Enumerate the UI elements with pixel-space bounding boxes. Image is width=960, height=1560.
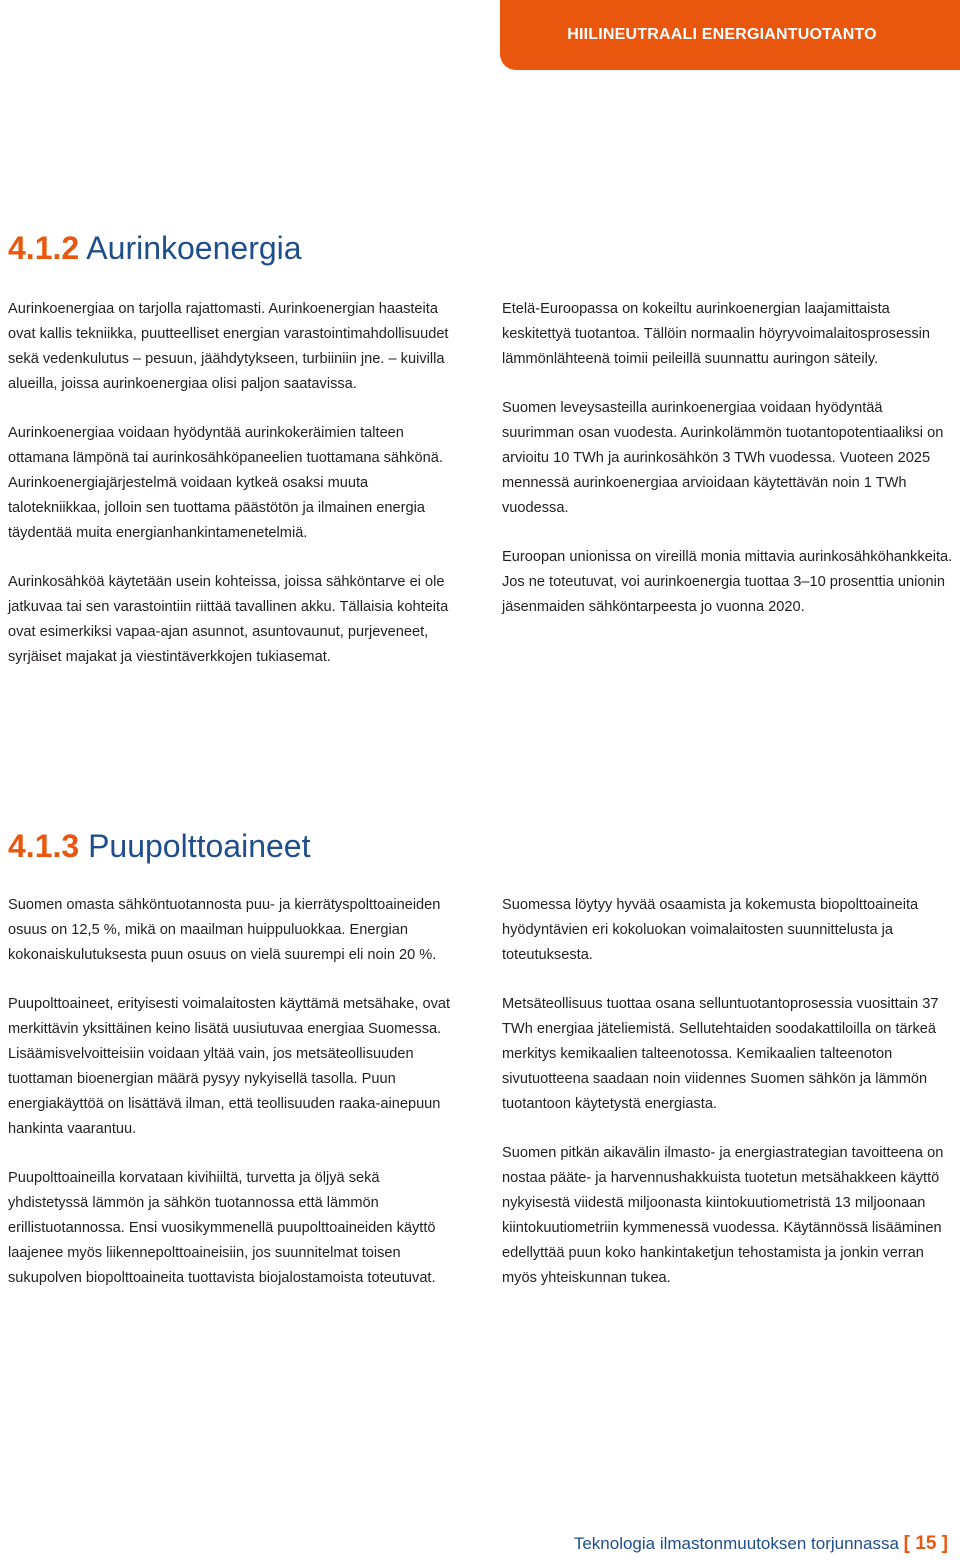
page-footer — [574, 1533, 948, 1555]
paragraph: Suomen pitkän aikavälin ilmasto- ja energiastrategian tavoitteena on nostaa pääte- ja harvennushakkuista tuotetun metsähakkeen käyttö nykyisestä viidestä miljoonasta kiintokuutiometristä 13 miljoonaan kiintokuutiometriin kymmenessä vuodessa. Käytännössä lisääminen edellyttää puun koko hankintaketjun tehostamista ja jonkin verran myös yhteiskunnan tukea. — [502, 1145, 944, 1286]
paragraph: Puupolttoaineet, erityisesti voimalaitosten käyttämä metsähake, ovat merkittävin yksittäinen keino lisätä uusiutuvaa energiaa Suomessa. Lisäämisvelvoitteisiin voidaan yltää vain, jos metsäteollisuuden tuottaman bioenergian määrä pysyy nykyisellä tasolla. Puun energiakäyttöä on lisättävä ilman, että teollisuuden raaka-ainepuun hankinta vaarantuu. — [8, 996, 451, 1137]
paragraph: Aurinkoenergiaa voidaan hyödyntää aurinkokeräimien talteen ottamana lämpönä tai aurinkosähköpaneelien tuottamana sähkönä. Aurinkoenergiajärjestelmä voidaan kytkeä osaksi muuta talotekniikkaa, jolloin sen tuottama päästötön ja ilmainen energia täydentää muita energianhankintamenetelmiä. — [8, 425, 443, 541]
paragraph: Puupolttoaineilla korvataan kivihiiltä, turvetta ja öljyä sekä yhdistetyssä lämmön ja sähkön tuotannossa että lämmön erillistuotannossa. Ensi vuosikymmenellä puupolttoaineiden käyttö laajenee myös liikennepolttoaineisiin, jos suunnitelmat toisen sukupolven biopolttoaineita tuottavista biojalostamoista toteutuvat. — [8, 1170, 436, 1286]
section-tab-label: HIILINEUTRAALI ENERGIANTUOTANTO — [567, 26, 877, 43]
paragraph: Euroopan unionissa on vireillä monia mittavia aurinkosähköhankkeita. Jos ne toteutuvat, voi aurinkoenergia tuottaa 3–10 prosenttia unionin jäsenmaiden sähköntarpeesta jo vuonna 2020. — [502, 549, 953, 615]
section-title: Puupolttoaineet — [88, 828, 311, 864]
paragraph: Suomessa löytyy hyvää osaamista ja kokemusta biopolttoaineita hyödyntävien eri kokoluokan voimalaitosten suunnittelusta ja toteutuksesta. — [502, 897, 919, 963]
section-title: Aurinkoenergia — [86, 230, 302, 266]
section-heading-puupolttoaineet — [8, 830, 310, 862]
left-column-puupolttoaineet — [8, 893, 463, 1291]
paragraph: Suomen omasta sähköntuotannosta puu- ja kierrätyspolttoaineiden osuus on 12,5 %, mikä on maailman huippuluokkaa. Energian kokonaiskulutuksesta puun osuus on vielä suurempi eli noin 20 %. — [8, 897, 441, 963]
paragraph: Aurinkosähköä käytetään usein kohteissa, joissa sähköntarve ei ole jatkuvaa tai sen varastointiin riittää tavallinen akku. Tällaisia kohteita ovat esimerkiksi vapaa-ajan asunnot, asuntovaunut, purjeveneet, syrjäiset majakat ja viestintäverkkojen tukiasemat. — [8, 574, 449, 665]
paragraph: Suomen leveysasteilla aurinkoenergiaa voidaan hyödyntää suurimman osan vuodesta. Aurinkolämmön tuotantopotentiaaliksi on arvioitu 10 TWh ja aurinkosähkön 3 TWh vuodessa. Vuoteen 2025 mennessä aurinkoenergiaa arvioidaan käytettävän noin 1 TWh vuodessa. — [502, 400, 944, 516]
paragraph: Etelä-Euroopassa on kokeiltu aurinkoenergian laajamittaista keskitettyä tuotantoa. Tällöin normaalin höyryvoimalaitosprosessin lämmönlähteenä toimii peileillä suunnattu auringon säteily. — [502, 301, 931, 367]
section-tab — [500, 0, 960, 70]
page-number: [ 15 ] — [903, 1533, 948, 1554]
section-number: 4.1.3 — [8, 828, 80, 864]
right-column-aurinkoenergia — [502, 297, 957, 620]
paragraph: Aurinkoenergiaa on tarjolla rajattomasti. Aurinkoenergian haasteita ovat kallis tekniikka, puutteelliset energian varastointimahdollisuudet sekä vedenkulutus – pesuun, jäähdytykseen, turbiiniin jne. – kuivilla alueilla, joissa aurinkoenergiaa olisi paljon saatavissa. — [8, 301, 449, 392]
left-column-aurinkoenergia — [8, 297, 463, 670]
paragraph: Metsäteollisuus tuottaa osana selluntuotantoprosessia vuosittain 37 TWh energiaa jäteliemistä. Sellutehtaiden soodakattiloilla on tärkeä merkitys kemikaalien talteenotossa. Kemikaalien talteenoton sivutuotteena saadaan noin viidennes Suomen sähkön ja lämmön tuotantoon käytetystä energiasta. — [502, 996, 939, 1112]
right-column-puupolttoaineet — [502, 893, 957, 1291]
publication-title: Teknologia ilmastonmuutoksen torjunnassa — [573, 1534, 899, 1553]
section-heading-aurinkoenergia — [8, 232, 302, 264]
section-number: 4.1.2 — [8, 230, 80, 266]
